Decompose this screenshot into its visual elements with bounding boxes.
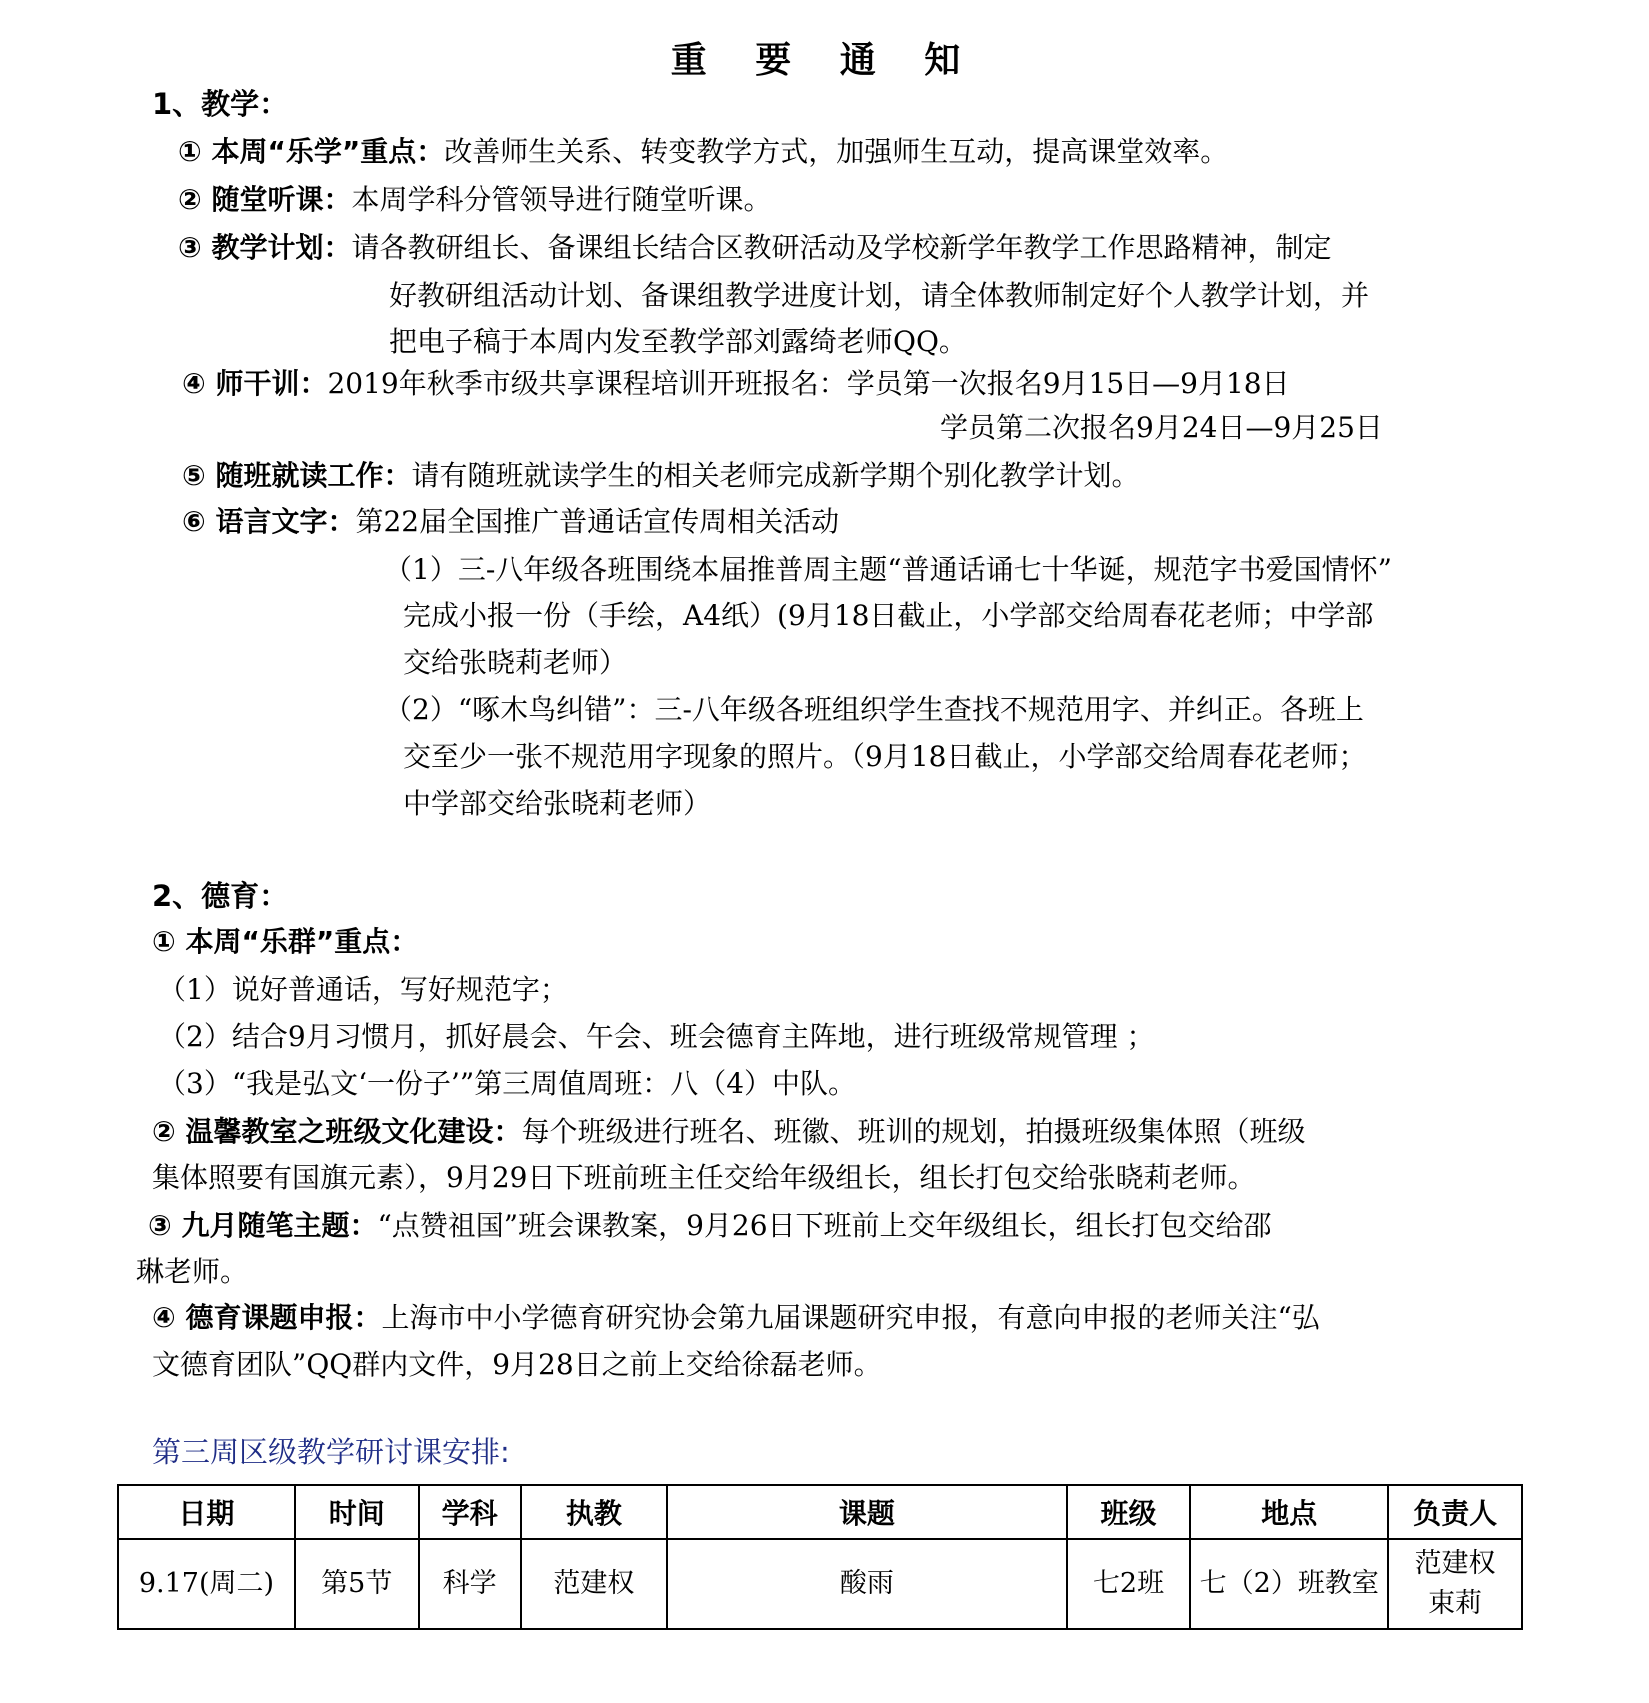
section2-heading: 2、德育： xyxy=(152,879,289,913)
cell-time: 第5节 xyxy=(295,1539,419,1629)
section1-item2-label: ② 随堂听课： xyxy=(178,183,352,216)
col-header-location: 地点 xyxy=(1190,1485,1388,1539)
section2-item4-line2: 文德育团队”QQ群内文件，9月28日之前上交给徐磊老师。 xyxy=(152,1348,882,1381)
section1-item3-label: ③ 教学计划： xyxy=(178,231,352,264)
section1-item6-sub2-line1: （2）“啄木鸟纠错”：三-八年级各班组织学生查找不规范用字、并纠正。各班上 xyxy=(384,693,1364,726)
section1-heading: 1、教学： xyxy=(152,87,289,121)
col-header-subject: 学科 xyxy=(419,1485,521,1539)
section1-item1-text: 改善师生关系、转变教学方式，加强师生互动，提高课堂效率。 xyxy=(444,135,1229,168)
col-header-teacher: 执教 xyxy=(521,1485,668,1539)
section1-item1-label: ① 本周“乐学”重点： xyxy=(178,135,445,168)
col-header-class: 班级 xyxy=(1067,1485,1191,1539)
section2-item2-line2: 集体照要有国旗元素），9月29日下班前班主任交给年级组长，组长打包交给张晓莉老师。 xyxy=(152,1161,1256,1194)
section2-item4-line1: 上海市中小学德育研究协会第九届课题研究申报，有意向申报的老师关注“弘 xyxy=(381,1301,1320,1334)
cell-subject: 科学 xyxy=(419,1539,521,1629)
cell-owner-2: 束莉 xyxy=(1428,1588,1483,1619)
schedule-table xyxy=(117,1484,1523,1630)
page-title: 重 要 通 知 xyxy=(670,40,979,81)
section1-item1 xyxy=(178,132,1228,172)
section2-item4 xyxy=(152,1298,1320,1338)
section1-item5 xyxy=(182,456,1139,496)
section2-item1-label: ① 本周“乐群”重点： xyxy=(152,925,419,958)
section1-item2-text: 本周学科分管领导进行随堂听课。 xyxy=(351,183,772,216)
section1-item5-text: 请有随班就读学生的相关老师完成新学期个别化教学计划。 xyxy=(411,459,1140,492)
section1-item3 xyxy=(178,228,1331,268)
schedule-header-row xyxy=(118,1485,1522,1539)
section1-item4-label: ④ 师干训： xyxy=(182,367,328,400)
section2-item2 xyxy=(152,1112,1305,1152)
section1-item4-line2: 学员第二次报名9月24日—9月25日 xyxy=(940,411,1383,444)
section1-item6 xyxy=(182,502,839,542)
cell-owner xyxy=(1388,1539,1522,1629)
table-row xyxy=(118,1539,1522,1629)
section2-item1-sub1: （1）说好普通话，写好规范字； xyxy=(158,973,568,1006)
section2-item3-line1: “点赞祖国”班会课教案，9月26日下班前上交年级组长，组长打包交给邵 xyxy=(377,1209,1272,1242)
section1-item6-sub1-line3: 交给张晓莉老师） xyxy=(403,646,628,679)
section1-item3-line1: 请各教研组长、备课组长结合区教研活动及学校新学年教学工作思路精神，制定 xyxy=(351,231,1332,264)
cell-date: 9.17(周二) xyxy=(118,1539,295,1629)
section2-item2-line1: 每个班级进行班名、班徽、班训的规划，拍摄班级集体照（班级 xyxy=(521,1115,1306,1148)
section1-item6-label: ⑥ 语言文字： xyxy=(182,505,356,538)
section2-item4-label: ④ 德育课题申报： xyxy=(152,1301,382,1334)
section1-item3-line2: 好教研组活动计划、备课组教学进度计划，请全体教师制定好个人教学计划，并 xyxy=(389,279,1370,312)
section2-item3 xyxy=(148,1206,1272,1246)
section1-item6-sub2-line3: 中学部交给张晓莉老师） xyxy=(403,787,712,820)
col-header-topic: 课题 xyxy=(667,1485,1066,1539)
col-header-time: 时间 xyxy=(295,1485,419,1539)
section1-item6-text: 第22届全国推广普通话宣传周相关活动 xyxy=(355,505,840,538)
section2-item1-sub3: （3）“我是弘文‘一份子’”第三周值周班：八（4）中队。 xyxy=(158,1067,857,1100)
cell-teacher: 范建权 xyxy=(521,1539,668,1629)
cell-topic: 酸雨 xyxy=(667,1539,1066,1629)
section1-item5-label: ⑤ 随班就读工作： xyxy=(182,459,412,492)
section1-item4-line1: 2019年秋季市级共享课程培训开班报名：学员第一次报名9月15日—9月18日 xyxy=(327,367,1290,400)
section2-item3-line2: 琳老师。 xyxy=(136,1255,249,1288)
col-header-owner: 负责人 xyxy=(1388,1485,1522,1539)
section2-item2-label: ② 温馨教室之班级文化建设： xyxy=(152,1115,522,1148)
cell-location: 七（2）班教室 xyxy=(1190,1539,1388,1629)
section2-item1-sub2: （2）结合9月习惯月，抓好晨会、午会、班会德育主阵地，进行班级常规管理 ； xyxy=(158,1020,1155,1053)
cell-class: 七2班 xyxy=(1067,1539,1191,1629)
section1-item3-line3: 把电子稿于本周内发至教学部刘露绮老师QQ。 xyxy=(389,325,967,358)
section1-item6-sub2-line2: 交至少一张不规范用字现象的照片。（9月18日截止，小学部交给周春花老师； xyxy=(403,740,1367,773)
section1-item4 xyxy=(182,364,1290,404)
section1-item2 xyxy=(178,180,771,220)
section1-item6-sub1-line1: （1）三-八年级各班围绕本届推普周主题“普通话诵七十华诞，规范字书爱国情怀” xyxy=(384,553,1392,586)
section2-item3-label: ③ 九月随笔主题： xyxy=(148,1209,378,1242)
schedule-heading: 第三周区级教学研讨课安排: xyxy=(152,1435,510,1469)
cell-owner-1: 范建权 xyxy=(1414,1548,1496,1579)
section1-item6-sub1-line2: 完成小报一份（手绘，A4纸）(9月18日截止，小学部交给周春花老师；中学部 xyxy=(403,599,1374,632)
col-header-date: 日期 xyxy=(118,1485,295,1539)
